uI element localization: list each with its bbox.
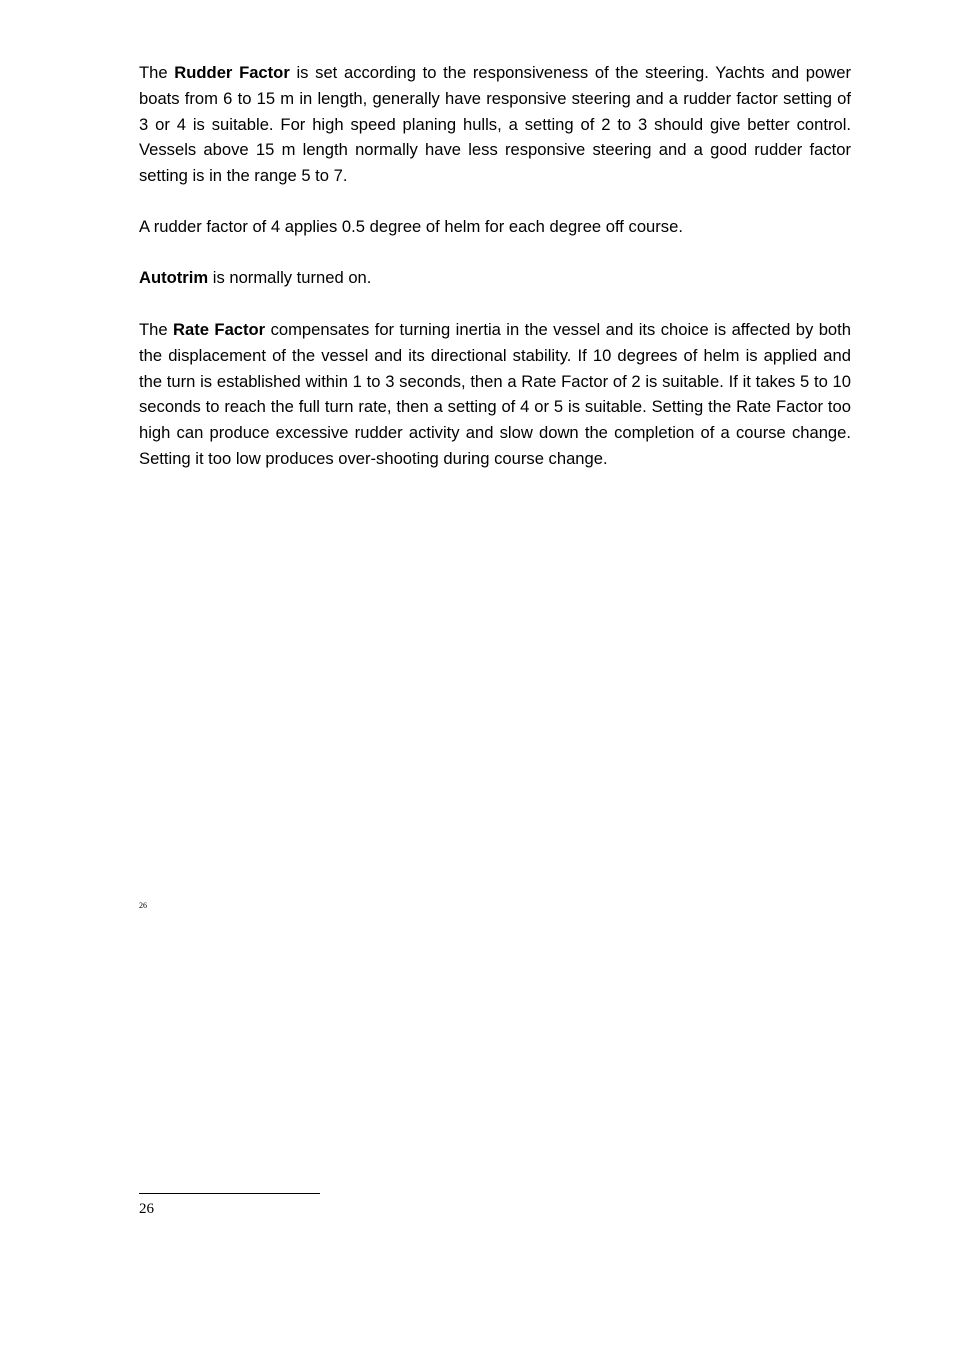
paragraph-text: The [139,320,174,339]
paragraph-rate-factor [139,317,851,472]
term-rudder-factor: Rudder Factor [174,63,290,82]
paragraph-text: is set according to the responsiveness of the steering. Yachts and power boats from 6 to 15 m in length, generally have responsive steering and a rudder factor setting of 3 or 4 is suitable. For high speed planing hulls, a setting of 2 to 3 should give better control. Vessels above 15 m length normally have less responsive steering and a good rudder factor setting is in the range 5 to 7. [139,63,851,186]
footnote-divider [139,1193,320,1194]
paragraph-text: The [139,63,175,82]
paragraph-rudder-example [139,214,851,240]
paragraph-text: compensates for turning inertia in the vessel and its choice is affected by both the displacement of the vessel and its directional stability. If 10 degrees of helm is applied and the turn is established within 1 to 3 seconds, then a Rate Factor of 2 is suitable. If it takes 5 to 10 seconds to reach the full turn rate, then a setting of 4 or 5 is suitable. Setting the Rate Factor too high can produce excessive rudder activity and slow down the completion of a course change. Setting it too low produces over-shooting during course change. [139,320,851,468]
footnote-number: 26 [139,1201,154,1217]
term-autotrim: Autotrim [139,268,209,287]
paragraph-autotrim [139,265,851,291]
paragraph-text: A rudder factor of 4 applies 0.5 degree of helm for each degree off course. [139,217,683,236]
footnote-marker: 26 [139,901,147,910]
term-rate-factor: Rate Factor [173,320,266,339]
paragraph-text: is normally turned on. [208,268,372,287]
paragraph-rudder-factor [139,60,851,189]
